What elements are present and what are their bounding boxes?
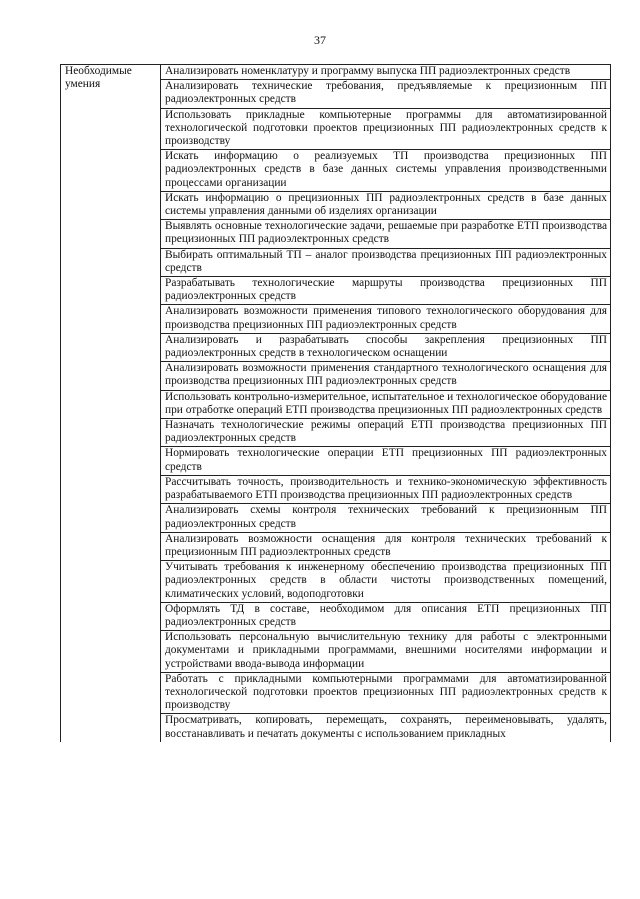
- skill-item: Назначать технологические режимы операций ЕТП производства прецизионных ПП радиоэлектронных средств: [161, 419, 611, 447]
- skill-item: Использовать контрольно-измерительное, испытательное и технологическое оборудование при отработке операций ЕТП производства прецизионных ПП радиоэлектронных средств: [161, 390, 611, 418]
- skill-item: Анализировать технические требования, предъявляемые к прецизионным ПП радиоэлектронных средств: [161, 80, 611, 108]
- skill-item: Рассчитывать точность, производительность и технико-экономическую эффективность разрабатываемого ЕТП производства прецизионных ПП радиоэлектронных средств: [161, 475, 611, 503]
- skills-table: [60, 64, 611, 742]
- skill-item: Использовать персональную вычислительную технику для работы с электронными документами и прикладными программами, внешними носителями информации и устройствами ввода-вывода информации: [161, 631, 611, 673]
- category-cell: Необходимые умения: [61, 65, 161, 743]
- skill-item: Анализировать номенклатуру и программу выпуска ПП радиоэлектронных средств: [161, 65, 611, 80]
- skill-item: Работать с прикладными компьютерными программами для автоматизированной технологической подготовки проектов прецизионных ПП радиоэлектронных средств к производству: [161, 672, 611, 714]
- skill-item: Искать информацию о прецизионных ПП радиоэлектронных средств в базе данных системы управления данными об изделиях организации: [161, 191, 611, 219]
- skill-item: Анализировать схемы контроля технических требований к прецизионным ПП радиоэлектронных средств: [161, 504, 611, 532]
- skill-item: Анализировать возможности оснащения для контроля технических требований к прецизионным ПП радиоэлектронных средств: [161, 532, 611, 560]
- skill-item: Выбирать оптимальный ТП – аналог производства прецизионных ПП радиоэлектронных средств: [161, 248, 611, 276]
- skill-item: Разрабатывать технологические маршруты производства прецизионных ПП радиоэлектронных средств: [161, 277, 611, 305]
- skill-item: Анализировать возможности применения типового технологического оборудования для производства прецизионных ПП радиоэлектронных средств: [161, 305, 611, 333]
- skill-item: Учитывать требования к инженерному обеспечению производства прецизионных ПП радиоэлектронных средств в области чистоты производственных помещений, климатических условий, водоподготовки: [161, 561, 611, 603]
- skill-item: Анализировать и разрабатывать способы закрепления прецизионных ПП радиоэлектронных средств в технологическом оснащении: [161, 333, 611, 361]
- page-number: 37: [314, 33, 326, 47]
- skill-item: Просматривать, копировать, перемещать, сохранять, переименовывать, удалять, восстанавливать и печатать документы с использованием прикладных: [161, 714, 611, 743]
- skill-item: Нормировать технологические операции ЕТП прецизионных ПП радиоэлектронных средств: [161, 447, 611, 475]
- skill-item: Искать информацию о реализуемых ТП производства прецизионных ПП радиоэлектронных средств в базе данных системы управления производственными процессами организации: [161, 150, 611, 192]
- skill-item: Выявлять основные технологические задачи, решаемые при разработке ЕТП производства прецизионных ПП радиоэлектронных средств: [161, 220, 611, 248]
- skill-item: Оформлять ТД в составе, необходимом для описания ЕТП прецизионных ПП радиоэлектронных средств: [161, 602, 611, 630]
- skill-item: Использовать прикладные компьютерные программы для автоматизированной технологической подготовки проектов прецизионных ПП радиоэлектронных средств к производству: [161, 108, 611, 150]
- table-row: [61, 65, 611, 80]
- skill-item: Анализировать возможности применения стандартного технологического оснащения для производства прецизионных ПП радиоэлектронных средств: [161, 362, 611, 390]
